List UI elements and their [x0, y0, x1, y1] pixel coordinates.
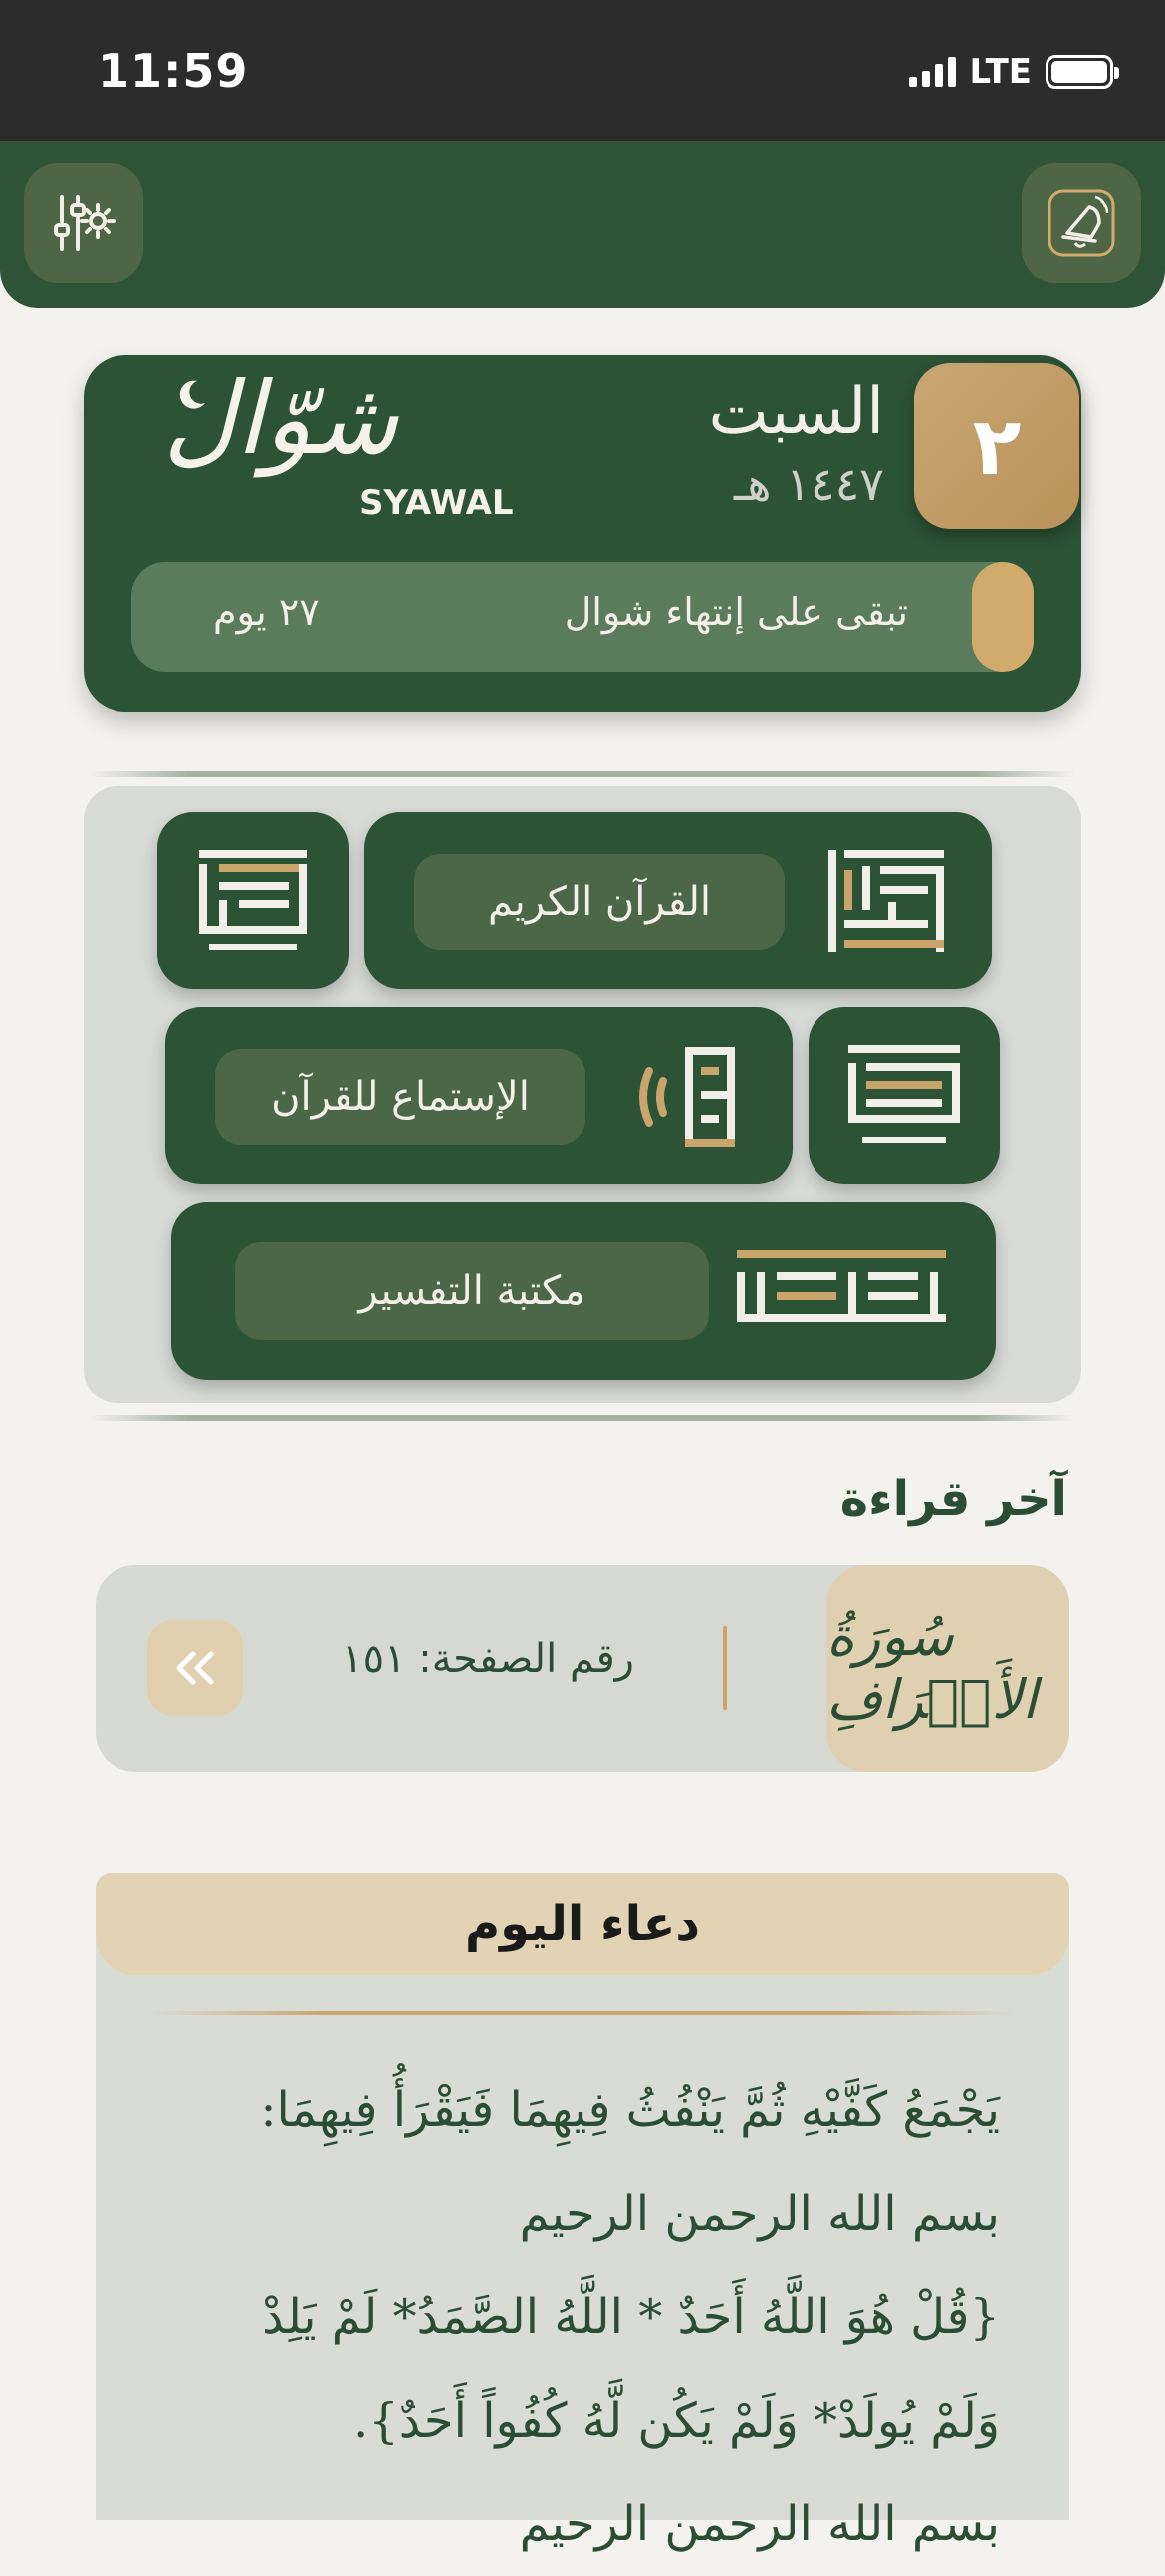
quran-label: القرآن الكريم [414, 854, 785, 950]
double-chevron-left-icon [173, 1648, 217, 1688]
sliders-gear-icon [52, 191, 116, 255]
listen-logo-icon [631, 1047, 741, 1147]
settings-button[interactable] [24, 163, 143, 283]
hisn-muslim-tile[interactable] [809, 1007, 1000, 1184]
notifications-button[interactable] [1022, 163, 1141, 283]
quran-tile[interactable] [364, 812, 992, 989]
listen-label: الإستماع للقرآن [215, 1049, 585, 1145]
tafsir-logo-icon [737, 1250, 946, 1332]
progress-knob [972, 562, 1034, 672]
dua-line: {قُلْ هُوَ اللَّهُ أَحَدٌ * اللَّهُ الصَّمَدُ* لَمْ يَلِدْ [262, 2289, 1000, 2345]
dua-line: وَلَمْ يُولَدْ* وَلَمْ يَكُن لَّهُ كُفُواً أَحَدٌ}. [352, 2393, 1000, 2449]
dua-line: يَجْمَعُ كَفَّيْهِ ثُمَّ يَنْفُثُ فِيهِمَا فَيَقْرَأُ فِيهِمَا: [260, 2082, 1000, 2138]
dua-text [143, 2058, 1000, 2576]
listen-quran-tile[interactable] [165, 1007, 793, 1184]
quran-logo-icon [828, 846, 948, 956]
status-time: 11:59 [98, 44, 249, 98]
last-read-card[interactable] [96, 1565, 1069, 1772]
month-arabic: شوّال [163, 360, 398, 477]
status-indicators [909, 52, 1113, 92]
tafsir-label: مكتبة التفسير [235, 1242, 709, 1340]
dua-title: دعاء اليوم [96, 1873, 1069, 1975]
waqf-logo-icon [199, 850, 307, 954]
last-read-title: آخر قراءة [839, 1471, 1067, 1527]
hijri-date-card [84, 355, 1081, 712]
dua-line: بسم الله الرحمن الرحيم [519, 2186, 1000, 2242]
remaining-days: ٢٧ يوم [213, 590, 320, 634]
dua-divider [151, 2011, 1014, 2015]
bell-ringing-icon [1046, 187, 1117, 259]
app-header [0, 141, 1165, 308]
weekday-label: السبت [708, 375, 884, 449]
signal-icon [909, 57, 956, 87]
divider [90, 771, 1075, 777]
month-latin: SYAWAL [359, 483, 514, 523]
waqf-signs-tile[interactable] [157, 812, 349, 989]
main-menu [84, 786, 1081, 1403]
crescent-icon [173, 377, 209, 413]
separator [723, 1626, 727, 1710]
daily-dua-card [96, 1873, 1069, 2552]
remaining-label: تبقى على إنتهاء شوال [564, 590, 908, 634]
hisn-logo-icon [848, 1045, 960, 1149]
surah-name: سُورَةُ الأَعۡرَافِ [826, 1565, 1069, 1772]
hijri-year: ١٤٤٧ هـ [733, 457, 884, 511]
day-number-badge: ٢ [914, 363, 1079, 529]
dua-line: بسم الله الرحمن الرحيم [519, 2496, 1000, 2552]
continue-reading-button[interactable] [147, 1620, 243, 1716]
status-bar [0, 0, 1165, 141]
divider [90, 1415, 1075, 1421]
tafsir-library-tile[interactable] [171, 1202, 996, 1380]
month-progress [131, 562, 1034, 672]
network-type: LTE [969, 52, 1032, 92]
battery-icon [1046, 55, 1113, 89]
page-number: رقم الصفحة: ١٥١ [342, 1636, 634, 1682]
